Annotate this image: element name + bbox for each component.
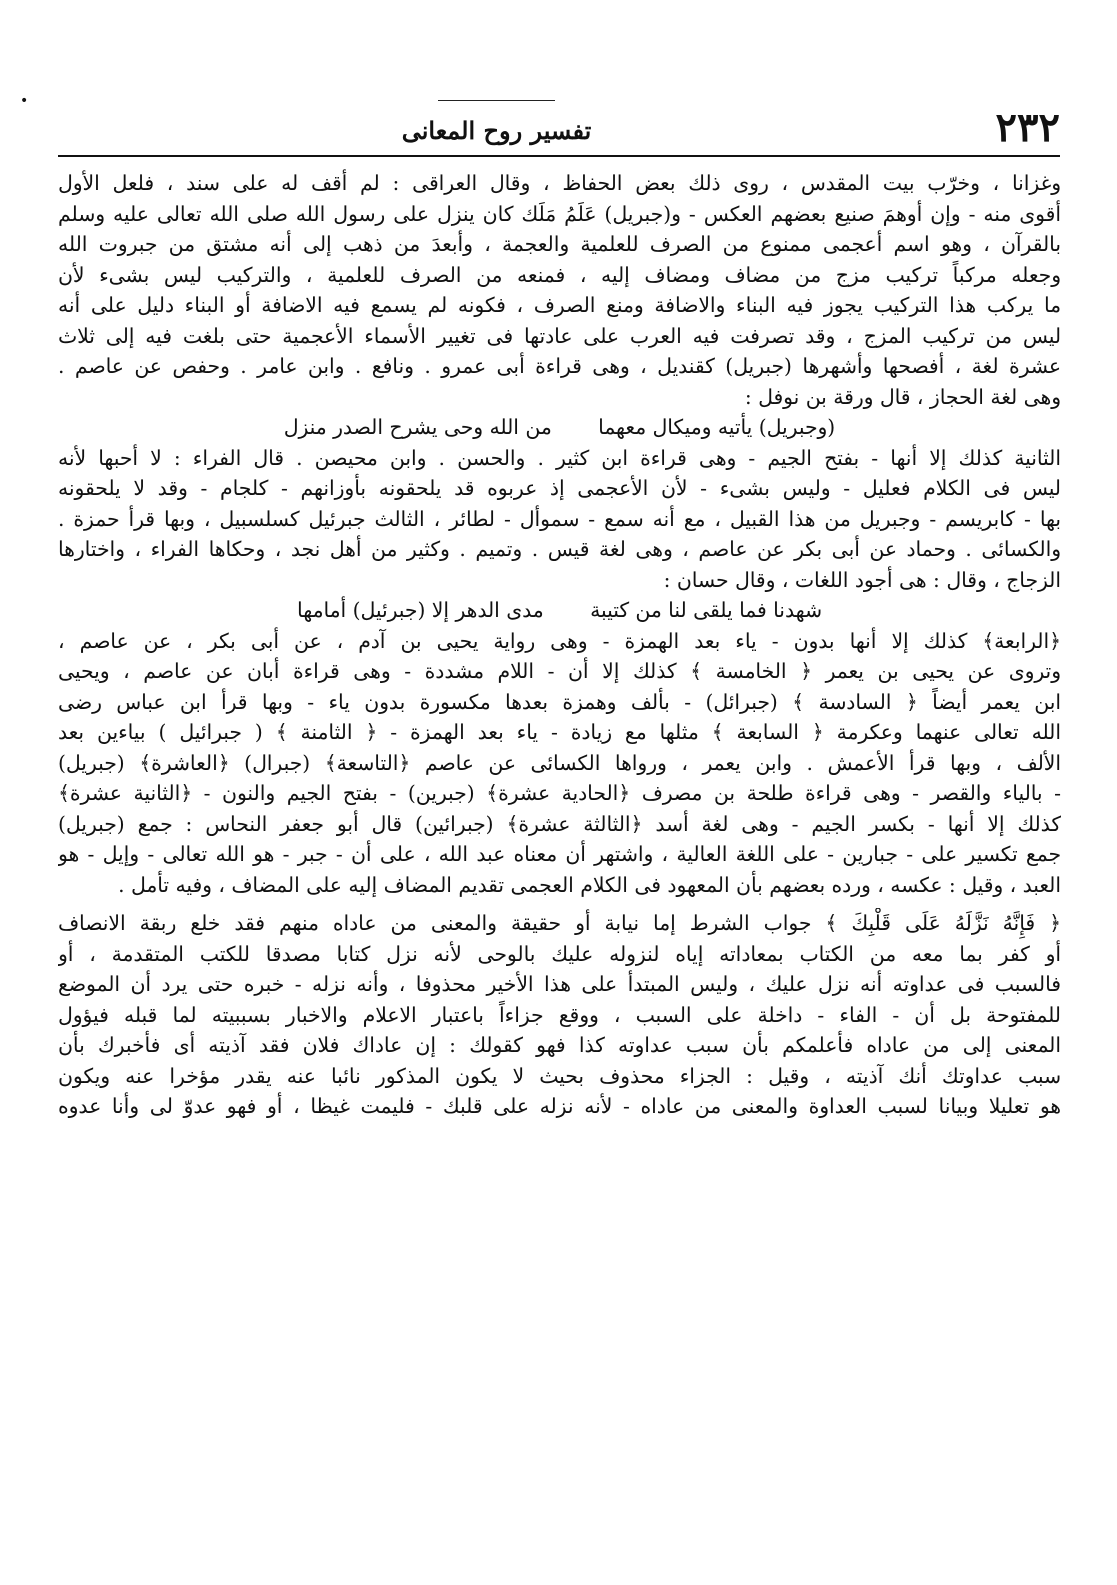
text-line: كذلك إلا أنها - بكسر الجيم - وهى لغة أسد ﴿الثالثة عشرة﴾ (جبرائين) قال أبو جعفر النحاس : جمع (جبريل): [58, 811, 1061, 836]
text-line: والكسائى . وحماد عن أبى بكر عن عاصم ، وهى لغة قيس . وتميم . وكثير من أهل نجد ، وحكاها الفراء ، واختارها: [58, 537, 1061, 561]
text-line: جمع تكسير على - جبارين - على اللغة العالية ، واشتهر أن معناه عبد الله ، على أن - جبر - هو الله تعالى - وإيل - هو: [58, 842, 1061, 866]
page-body: [58, 168, 1061, 1122]
poetry-verse-2: [58, 595, 1061, 626]
text-line: الثانية كذلك إلا أنها - بفتح الجيم - وهى قراءة ابن كثير . والحسن . وابن محيصن . قال الفراء : لا أحبها لأنه: [58, 445, 1061, 470]
paragraph-4: [58, 908, 1061, 1122]
corner-mark: •: [20, 93, 29, 109]
text-line: عشرة لغة ، أفصحها وأشهرها (جبريل) كقنديل ، وهى قراءة أبى عمرو . ونافع . وابن عامر . وحفص عن عاصم .: [58, 354, 1061, 378]
page-header: [58, 100, 1060, 160]
page-number: ٢٣٢: [995, 104, 1060, 151]
verse-second-hemistich: مدى الدهر إلا (جبرئيل) أمامها: [297, 598, 544, 622]
text-line: فالسبب فى عداوته أنه نزل عليك ، وليس المبتدأ على هذا الأخير محذوفا ، وأنه نزله - خبره حتى يرد أن الموضع: [58, 972, 1061, 996]
running-title: تفسير روح المعانى: [401, 116, 592, 145]
verse-second-hemistich: من الله وحى يشرح الصدر منزل: [283, 415, 552, 439]
text-line: ابن يعمر أيضاً ﴿ السادسة ﴾ (جبرائل) - بألف وهمزة بعدها مكسورة بدون ياء - وبها قرأ ابن عباس رضى: [58, 689, 1061, 714]
paragraph-1: [58, 168, 1061, 412]
text-line: المعنى إلى من عاداه فأعلمكم بأن سبب عداوته كذا فهو كقولك : إن عاداك فلان فقد آذيته أى فأخبرك بأن: [58, 1033, 1061, 1057]
text-line: أو كفر بما معه من الكتاب بمعاداته إياه لنزوله عليك بالوحى لأنه نزل كتابا مصدقا للكتب المتقدمة ، أو: [58, 941, 1061, 966]
text-line: الألف ، وبها قرأ الأعمش . وابن يعمر ، ورواها الكسائى عن عاصم ﴿التاسعة﴾ (جبرال) ﴿العاشرة﴾ (جبريل): [58, 750, 1061, 775]
text-line: - بالياء والقصر - وهى قراءة طلحة بن مصرف ﴿الحادية عشرة﴾ (جبرين) - بفتح الجيم والنون - ﴿الثانية عشرة﴾: [58, 781, 1061, 805]
text-line: ﴿الرابعة﴾ كذلك إلا أنها بدون - ياء بعد الهمزة - وهى رواية يحيى بن آدم ، عن أبى بكر ، عن عاصم ،: [58, 628, 1061, 653]
text-line: سبب عداوتك أنك آذيته ، وقيل : الجزاء محذوف بحيث لا يكون المذكور نائبا عنه يقدر مؤخرا عنه ويكون: [58, 1063, 1061, 1088]
paragraph-3: [58, 626, 1061, 901]
text-line: وهى لغة الحجاز ، قال ورقة بن نوفل :: [744, 384, 1061, 409]
verse-first-hemistich: (وجبريل) يأتيه وميكال معهما: [598, 415, 836, 439]
text-line: ليس من تركيب المزج ، وقد تصرفت فيه العرب على عادتها فى تغيير الأسماء الأعجمية حتى بلغت فيه إلى ثلاث: [58, 323, 1061, 348]
text-line: بالقرآن ، وهو اسم أعجمى ممنوع من الصرف للعلمية والعجمة ، وأبعدَ من ذهب إلى أنه مشتق من جبروت الله: [58, 232, 1061, 256]
text-line: هو تعليلا وبيانا لسبب العداوة والمعنى من عاداه - لأنه نزله على قلبك - فليمت غيظا ، أو فهو عدوّ لى وأنا عدوه: [58, 1094, 1061, 1118]
text-line: وغزانا ، وخرّب بيت المقدس ، روى ذلك بعض الحفاظ ، وقال العراقى : لم أقف له على سند ، فلعل الأول: [58, 171, 1061, 195]
text-line: وجعله مركباً تركيب مزج من مضاف ومضاف إليه ، فمنعه من الصرف للعلمية ، والتركيب ليس بشىء لأن: [58, 262, 1061, 287]
verse-first-hemistich: شهدنا فما يلقى لنا من كتيبة: [590, 598, 822, 622]
text-line: ما يركب هذا التركيب يجوز فيه البناء والاضافة ومنع الصرف ، فكونه لم يسمع فيه الاضافة أو البناء دليل على أنه: [58, 293, 1061, 317]
text-line: وتروى عن يحيى بن يعمر ﴿ الخامسة ﴾ كذلك إلا أن - اللام مشددة - وهى قراءة أبان عن عاصم ، ويحيى: [58, 659, 1061, 683]
text-line: أقوى منه - وإن أوهمَ صنيع بعضهم العكس - و(جبريل) عَلَمُ مَلَك كان ينزل على رسول الله صلى الله تعالى عليه وسلم: [58, 201, 1061, 226]
text-line: العبد ، وقيل : عكسه ، ورده بعضهم بأن المعهود فى الكلام العجمى تقديم المضاف إليه على المضاف ، وفيه تأمل .: [118, 872, 1061, 897]
text-line: الله تعالى عنهما وعكرمة ﴿ السابعة ﴾ مثلها مع زيادة - ياء بعد الهمزة - ﴿ الثامنة ﴾ ( جبرائيل ) بياءين بعد: [58, 720, 1061, 744]
section-gap: [58, 900, 1061, 908]
poetry-verse-1: [58, 412, 1061, 443]
text-line: الزجاج ، وقال : هى أجود اللغات ، وقال حسان :: [663, 567, 1061, 592]
paragraph-2: [58, 443, 1061, 596]
header-rule: [58, 155, 1060, 157]
text-line: ليس فى الكلام فعليل - وليس بشىء - لأن الأعجمى إذ عربوه قد يلحقونه بأوزانهم - كلجام - وقد لا يلحقونه: [58, 476, 1061, 500]
text-line: ﴿ فَإِنَّهُ نَزَّلَهُ عَلَى قَلْبِكَ ﴾ جواب الشرط إما نيابة أو حقيقة والمعنى من عاداه منهم فقد خلع ربقة الانصاف: [58, 911, 1061, 935]
header-top-line: [438, 100, 555, 101]
text-line: للمفتوحة بل أن - الفاء - داخلة على السبب ، ووقع جزاءاً باعتبار الاعلام والاخبار بسببيته لما قبله فيؤول: [58, 1002, 1061, 1027]
text-line: بها - كابريسم - وجبريل من هذا القبيل ، مع أنه سمع - سموأل - لطائر ، الثالث جبرئيل كسلسبيل ، وبها قرأ حمزة .: [58, 506, 1061, 531]
